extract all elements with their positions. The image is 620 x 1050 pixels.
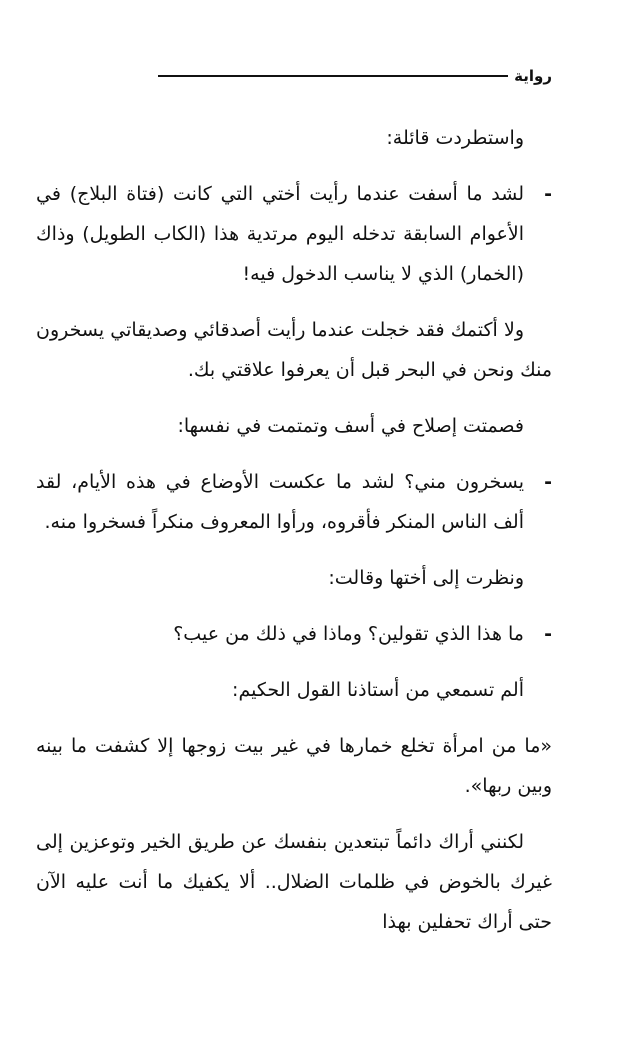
paragraph-narration: ونظرت إلى أختها وقالت: — [328, 567, 524, 589]
header-rule — [158, 75, 508, 77]
dialog-dash: - — [544, 183, 552, 205]
running-header-title: رواية — [514, 67, 552, 85]
dialog-text: ما هذا الذي تقولين؟ وماذا في ذلك من عيب؟ — [173, 623, 524, 645]
paragraph-dialog — [36, 462, 552, 542]
paragraph-narration: ألم تسمعي من أستاذنا القول الحكيم: — [232, 679, 524, 701]
paragraph-quote: «ما من امرأة تخلع خمارها في غير بيت زوجها إلا كشفت ما بينه وبين ربها». — [36, 735, 552, 797]
paragraph-narration: واستطردت قائلة: — [386, 127, 524, 149]
running-header — [158, 64, 552, 88]
paragraph-narration: فصمتت إصلاح في أسف وتمتمت في نفسها: — [177, 415, 524, 437]
dialog-text: يسخرون مني؟ لشد ما عكست الأوضاع في هذه الأيام، لقد ألف الناس المنكر فأقروه، ورأوا المعروف منكراً فسخروا منه. — [36, 471, 524, 533]
page-body — [36, 118, 552, 958]
paragraph-dialog — [36, 174, 552, 294]
paragraph-narration: لكنني أراك دائماً تبتعدين بنفسك عن طريق الخير وتوعزين إلى غيرك بالخوض في ظلمات الضلال.. ألا يكفيك ما أنت عليه الآن حتى أراك تحفلين بهذا — [36, 831, 552, 933]
dialog-dash: - — [544, 471, 552, 493]
dialog-text: لشد ما أسفت عندما رأيت أختي التي كانت (فتاة البلاج) في الأعوام السابقة تدخله اليوم مرتدية هذا (الكاب الطويل) وذاك (الخمار) الذي لا يناسب الدخول فيه! — [36, 183, 524, 285]
paragraph-narration: ولا أكتمك فقد خجلت عندما رأيت أصدقائي وصديقاتي يسخرون منك ونحن في البحر قبل أن يعرفوا علاقتي بك. — [36, 319, 552, 381]
dialog-dash: - — [544, 623, 552, 645]
paragraph-dialog — [36, 614, 552, 654]
